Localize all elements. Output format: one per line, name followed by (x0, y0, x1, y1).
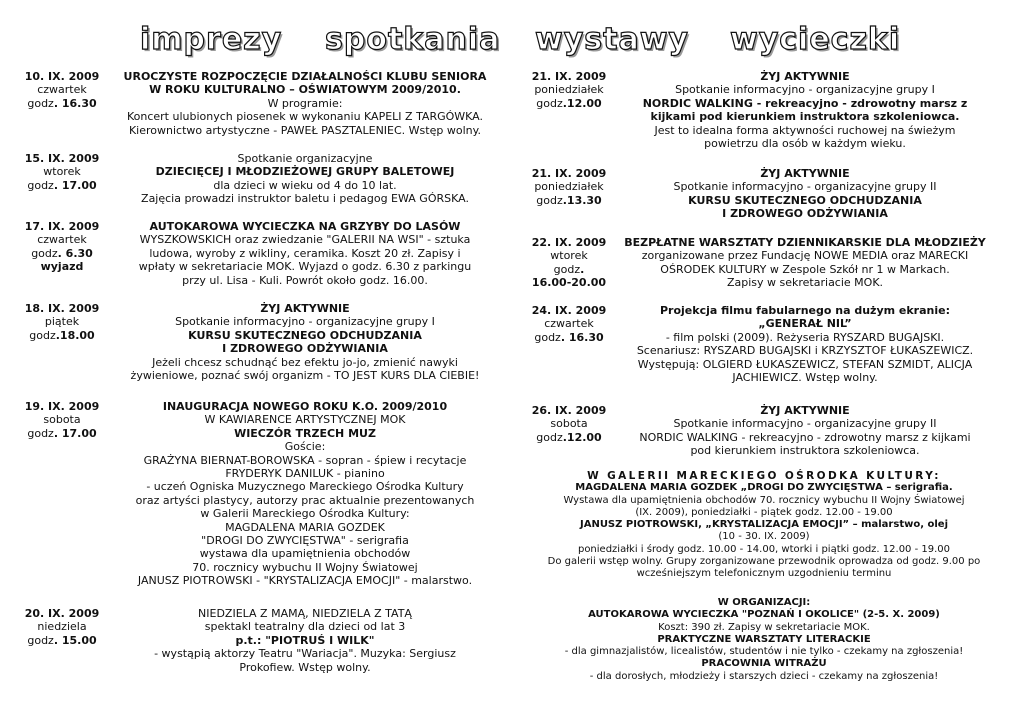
event-line: DZIECIĘCEJ I MŁODZIEŻOWEJ GRUPY BALETOWEJ (155, 165, 455, 179)
event-date-block (8, 220, 116, 274)
event-line: - uczeń Ogniska Muzycznego Mareckiego Ośrodka Kultury (146, 480, 464, 494)
event-description (615, 70, 995, 150)
event-line: kijkami pod kierunkiem instruktora szkoleniowca. (650, 110, 960, 124)
event-date: 10. IX. 2009 (24, 70, 100, 83)
event-line: Prokofiew. Wstęp wolny. (239, 660, 371, 674)
event-line: WYSZKOWSKICH oraz zwiedzanie "GALERII NA WSI" - sztuka (139, 233, 471, 247)
event-line: - film polski (2009). Reżyseria RYSZARD BUGAJSKI. (665, 330, 945, 344)
section-line: - dla gimnazjalistów, licealistów, studentów i nie tylko - czekamy na zgłoszenia! (564, 646, 964, 658)
header-wystawy: wystawy (535, 22, 689, 57)
event-line: OŚRODEK KULTURY w Zespole Szkół nr 1 w Markach. (660, 262, 950, 276)
event-hour-value: . 15.00 (53, 633, 97, 647)
event-date: 20. IX. 2009 (24, 607, 100, 620)
event-date: 15. IX. 2009 (24, 152, 100, 165)
event-line: Spotkanie informacyjno - organizacyjne grupy I (675, 83, 935, 97)
event-description (110, 302, 500, 382)
event-line: Jeżeli chcesz schudnąć bez efektu jo-jo, zmienić nawyki (152, 355, 458, 369)
event-line: JANUSZ PIOTROWSKI - "KRYSTALIZACJA EMOCJI" - malarstwo. (137, 574, 473, 588)
event-line: wpłaty w sekretariacie MOK. Wyjazd o godz. 6.30 z parkingu (138, 260, 472, 274)
organization-section (524, 597, 1004, 683)
event-line: KURSU SKUTECZNEGO ODCHUDZANIA (188, 328, 422, 342)
event-date: 24. IX. 2009 (531, 304, 607, 317)
event-weekday: poniedziałek (534, 83, 604, 97)
event-line: NORDIC WALKING - rekreacyjno - zdrowotny marsz z kijkami (639, 430, 971, 444)
event-hour: godz. 17.00 (27, 178, 97, 192)
event-hour-value: . 17.00 (53, 426, 97, 440)
event-line: UROCZYSTE ROZPOCZĘCIE DZIAŁALNOŚCI KLUBU SENIORA (123, 70, 487, 83)
event-line: "DROGI DO ZWYCIĘSTWA" - serigrafia (201, 534, 409, 548)
event-hour-value: . 16.30 (53, 96, 97, 110)
event-line: - wystąpią aktorzy Teatru "Wariacja". Muzyka: Sergiusz (154, 647, 456, 661)
section-line: Wystawa dla upamiętnienia obchodów 70. rocznicy wybuchu II Wojny Światowej (563, 494, 965, 506)
event-hour-value: . (580, 262, 585, 276)
event-description (615, 304, 995, 384)
event-line: NIEDZIELA Z MAMĄ, NIEDZIELA Z TATĄ (198, 607, 412, 620)
event-line: „GENERAŁ NIL” (758, 317, 852, 331)
event-weekday: czwartek (544, 317, 594, 331)
event-line: ludowa, wyroby z wikliny, ceramika. Koszt 20 zł. Zapisy i (149, 246, 461, 260)
event-line: w Galerii Mareckiego Ośrodka Kultury: (200, 507, 410, 521)
event-line: FRYDERYK DANILUK - pianino (225, 467, 385, 481)
event-hour-value: .12.00 (562, 430, 602, 444)
event-line: przy ul. Lisa - Kuli. Powrót około godz. 16.00. (182, 273, 428, 287)
section-line: W ORGANIZACJI: (717, 597, 811, 608)
header-wycieczki: wycieczki (730, 22, 901, 57)
event-date-block (515, 236, 623, 290)
event-line: KURSU SKUTECZNEGO ODCHUDZANIA (688, 193, 922, 207)
event-hour: godz. 15.00 (27, 633, 97, 647)
event-date: 26. IX. 2009 (531, 404, 607, 417)
event-line: I ZDROWEGO ODŻYWIANIA (222, 342, 388, 356)
event-line: ŻYJ AKTYWNIE (760, 167, 850, 180)
event-hour-value: . 17.00 (53, 178, 97, 192)
event-weekday: wtorek (550, 249, 588, 263)
section-line: MAGDALENA MARIA GOZDEK „DROGI DO ZWYCIĘSTWA – serigrafia. (575, 482, 953, 494)
event-hour-value: .12.00 (562, 96, 602, 110)
event-date-block (515, 304, 623, 344)
section-line: Koszt: 390 zł. Zapisy w sekretariacie MOK. (658, 621, 870, 633)
event-date-block (8, 400, 116, 440)
event-line: AUTOKAROWA WYCIECZKA NA GRZYBY DO LASÓW (149, 220, 461, 233)
event-weekday: sobota (550, 417, 588, 431)
event-hour: godz.12.00 (536, 96, 602, 110)
event-date: 21. IX. 2009 (531, 70, 607, 83)
event-hour-extra: 16.00-20.00 (531, 276, 607, 290)
event-line: Zapisy w sekretariacie MOK. (726, 276, 884, 290)
event-date: 21. IX. 2009 (531, 167, 607, 180)
event-date: 18. IX. 2009 (24, 302, 100, 315)
section-line: W GALERII MARECKIEGO OŚRODKA KULTURY: (587, 470, 941, 482)
event-weekday: czwartek (37, 233, 87, 247)
event-date-block (515, 70, 623, 110)
event-hour: godz. (553, 262, 585, 276)
event-description (615, 236, 995, 290)
event-description (615, 404, 995, 458)
event-line: pod kierunkiem instruktora szkoleniowca. (690, 444, 920, 458)
event-line: p.t.: "PIOTRUŚ I WILK" (235, 633, 375, 647)
event-description (110, 400, 500, 588)
event-line: ŻYJ AKTYWNIE (260, 302, 350, 315)
event-line: ŻYJ AKTYWNIE (760, 404, 850, 417)
event-line: Spotkanie organizacyjne (237, 152, 373, 165)
event-description (110, 152, 500, 206)
event-line: W ROKU KULTURALNO – OŚWIATOWYM 2009/2010. (149, 83, 461, 97)
event-line: Spotkanie informacyjno - organizacyjne grupy II (673, 417, 937, 431)
event-line: 70. rocznicy wybuchu II Wojny Światowej (192, 560, 418, 574)
event-line: dla dzieci w wieku od 4 do 10 lat. (213, 178, 397, 192)
event-line: wystawa dla upamiętnienia obchodów (199, 547, 411, 561)
event-date: 17. IX. 2009 (24, 220, 100, 233)
section-line: - dla dorosłych, młodzieży i starszych dzieci - czekamy na zgłoszenia! (589, 670, 939, 682)
event-description (615, 167, 995, 221)
section-line: PRACOWNIA WITRAŻU (701, 658, 827, 670)
section-line: (10 - 30. IX. 2009) (718, 531, 810, 543)
event-line: powietrzu dla osób w każdym wieku. (704, 137, 906, 151)
event-date-block (8, 70, 116, 110)
event-line: żywieniowe, poznać swój organizm - TO JEST KURS DLA CIEBIE! (130, 369, 480, 383)
event-weekday: piątek (44, 315, 80, 329)
section-line: poniedziałki i środy godz. 10.00 - 14.00, wtorki i piątki godz. 12.00 - 19.00 (577, 543, 951, 555)
event-date-block (8, 302, 116, 342)
event-line: Scenariusz: RYSZARD BUGAJSKI i KRZYSZTOF ŁUKASZEWICZ. (636, 344, 974, 358)
event-line: Zajęcia prowadzi instruktor baletu i pedagog EWA GÓRSKA. (141, 192, 469, 206)
event-line: WIECZÓR TRZECH MUZ (234, 426, 376, 440)
event-weekday: czwartek (37, 83, 87, 97)
event-description (110, 70, 500, 137)
event-line: Spotkanie informacyjno - organizacyjne grupy I (175, 315, 435, 329)
event-date-block (515, 167, 623, 207)
event-line: Koncert ulubionych piosenek w wykonaniu KAPELI Z TARGÓWKA. (126, 110, 484, 124)
event-line: W programie: (267, 96, 343, 110)
event-hour: godz. 17.00 (27, 426, 97, 440)
event-date: 22. IX. 2009 (531, 236, 607, 249)
event-hour-extra: wyjazd (40, 260, 84, 274)
event-line: Spotkanie informacyjno - organizacyjne grupy II (673, 180, 937, 194)
event-weekday: niedziela (37, 620, 87, 634)
event-line: Goście: (284, 440, 326, 454)
header-spotkania: spotkania (325, 22, 501, 57)
event-weekday: wtorek (43, 165, 81, 179)
event-line: NORDIC WALKING - rekreacyjno - zdrowotny marsz z (642, 96, 968, 110)
event-hour: godz. 6.30 (31, 246, 93, 260)
event-line: I ZDROWEGO ODŻYWIANIA (722, 207, 888, 221)
event-hour: godz. 16.30 (534, 330, 604, 344)
event-description (110, 220, 500, 287)
event-line: GRAŻYNA BIERNAT-BOROWSKA - sopran - śpiew i recytacje (143, 453, 467, 467)
event-date: 19. IX. 2009 (24, 400, 100, 413)
event-line: zorganizowane przez Fundację NOWE MEDIA oraz MARECKI (641, 249, 969, 263)
event-weekday: poniedziałek (534, 180, 604, 194)
section-line: Do galerii wstęp wolny. Grupy zorganizowane przewodnik oprowadza od godz. 9.00 po (547, 556, 981, 568)
event-line: Jest to idealna forma aktywności ruchowej na świeżym (654, 123, 956, 137)
event-weekday: sobota (43, 413, 81, 427)
event-date-block (8, 152, 116, 192)
event-line: Projekcja filmu fabularnego na dużym ekranie: (659, 304, 950, 317)
section-line: JANUSZ PIOTROWSKI, „KRYSTALIZACJA EMOCJI” – malarstwo, olej (579, 519, 948, 531)
event-line: Występują: OLGIERD ŁUKASZEWICZ, STEFAN SZMIDT, ALICJA (637, 357, 973, 371)
event-description (110, 607, 500, 674)
event-line: W KAWIARENCE ARTYSTYCZNEJ MOK (204, 413, 406, 427)
section-line: PRAKTYCZNE WARSZTATY LITERACKIE (657, 633, 871, 645)
section-line: wcześniejszym telefonicznym uzgodnieniu terminu (636, 568, 892, 580)
event-hour-value: . 16.30 (560, 330, 604, 344)
event-line: Kierownictwo artystyczne - PAWEŁ PASZTALENIEC. Wstęp wolny. (128, 123, 482, 137)
event-date-block (8, 607, 116, 647)
event-hour-value: . 6.30 (57, 246, 93, 260)
gallery-section (524, 470, 1004, 581)
event-hour-value: .18.00 (55, 328, 95, 342)
event-line: spektakl teatralny dla dzieci od lat 3 (204, 620, 406, 634)
event-line: BEZPŁATNE WARSZTATY DZIENNIKARSKIE DLA MŁODZIEŻY (624, 236, 986, 249)
event-line: oraz artyści plastycy, autorzy prac aktualnie prezentowanych (135, 493, 475, 507)
event-date-block (515, 404, 623, 444)
event-line: ŻYJ AKTYWNIE (760, 70, 850, 83)
header-imprezy: imprezy (140, 22, 283, 57)
event-hour: godz.13.30 (536, 193, 602, 207)
event-hour-value: .13.30 (562, 193, 602, 207)
event-hour: godz. 16.30 (27, 96, 97, 110)
section-line: AUTOKAROWA WYCIECZKA "POZNAŃ I OKOLICE" (2-5. X. 2009) (588, 609, 940, 621)
event-line: MAGDALENA MARIA GOZDEK (225, 520, 385, 534)
section-line: (IX. 2009), poniedziałki - piątek godz. 12.00 - 19.00 (635, 506, 893, 518)
event-line: JACHIEWICZ. Wstęp wolny. (732, 371, 878, 385)
event-hour: godz.18.00 (29, 328, 95, 342)
event-hour: godz.12.00 (536, 430, 602, 444)
event-line: INAUGURACJA NOWEGO ROKU K.O. 2009/2010 (162, 400, 448, 413)
